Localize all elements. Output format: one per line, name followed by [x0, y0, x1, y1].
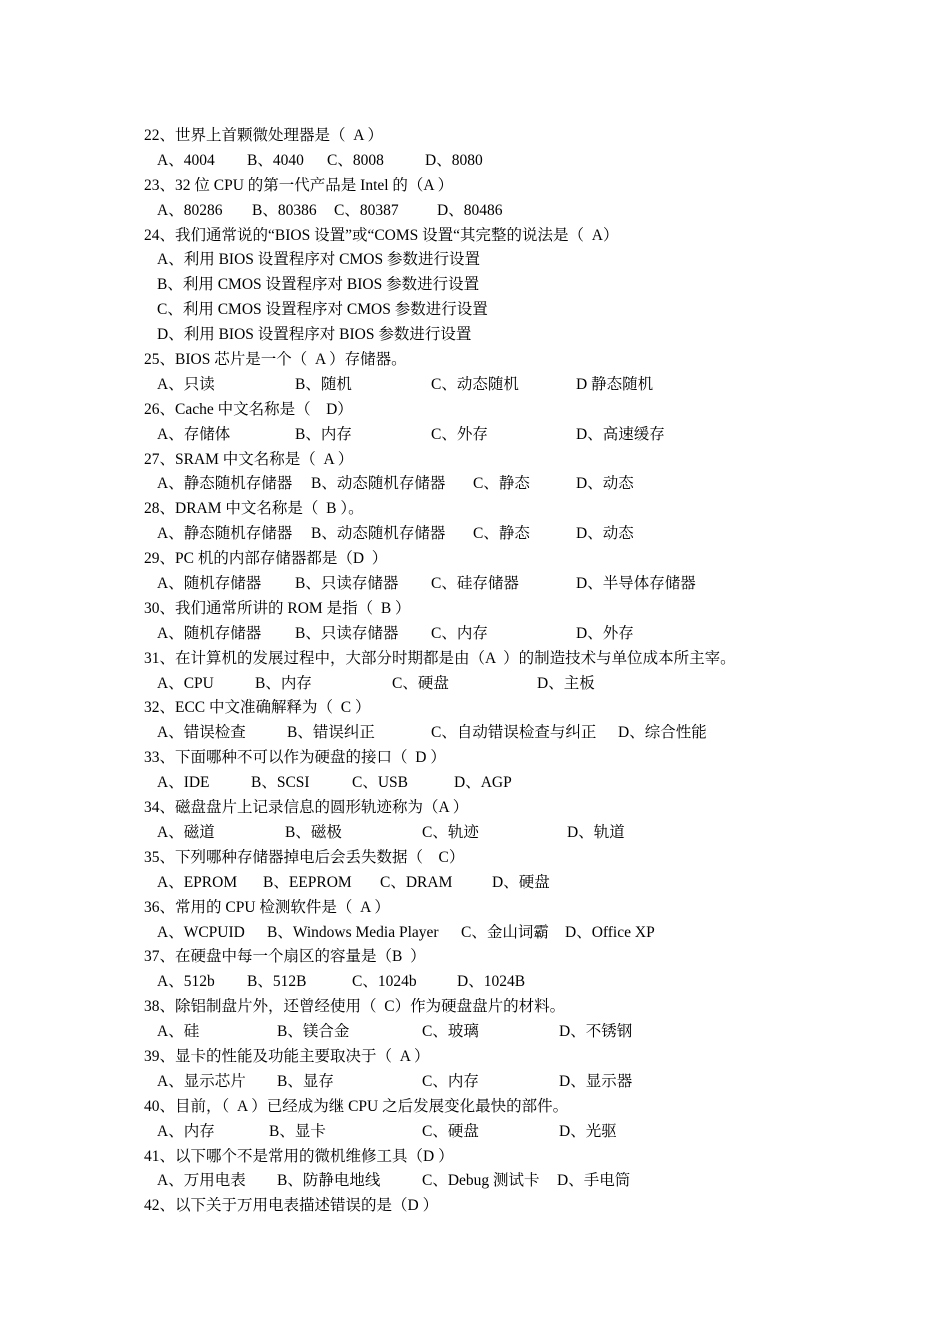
answer-option: C、80387 — [334, 201, 399, 219]
answer-option: C、USB — [352, 774, 408, 792]
answer-option: D、8080 — [425, 151, 483, 169]
option-row — [144, 199, 844, 224]
answer-option: B、显存 — [277, 1072, 334, 1090]
option-row — [144, 373, 844, 398]
answer-option: D 静态随机 — [576, 375, 654, 393]
answer-option: B、EEPROM — [263, 873, 352, 891]
answer-option: A、随机存储器 — [157, 575, 262, 593]
option-row — [144, 522, 844, 547]
question-text: 31、在计算机的发展过程中，大部分时期都是由（A ）的制造技术与单位成本所主宰。 — [144, 649, 736, 667]
answer-option: C、外存 — [431, 425, 488, 443]
answer-option: C、金山词霸 — [461, 923, 549, 941]
answer-option: B、4040 — [247, 151, 304, 169]
option-row — [144, 1169, 844, 1194]
answer-option: A、WCPUID — [157, 923, 245, 941]
answer-option: D、动态 — [576, 475, 634, 493]
answer-option: B、显卡 — [269, 1122, 326, 1140]
answer-option: B、80386 — [252, 201, 317, 219]
answer-option: A、硅 — [157, 1023, 200, 1041]
answer-option: A、随机存储器 — [157, 624, 262, 642]
answer-option: A、512b — [157, 973, 215, 991]
answer-option: A、4004 — [157, 151, 215, 169]
option-row — [144, 1120, 844, 1145]
question-text: 42、以下关于万用电表描述错误的是（D ） — [144, 1197, 439, 1215]
answer-option: D、不锈钢 — [559, 1023, 633, 1041]
answer-option: D、综合性能 — [618, 724, 707, 742]
answer-option: D、主板 — [537, 674, 595, 692]
option-row — [144, 672, 844, 697]
answer-option: B、防静电地线 — [277, 1172, 381, 1190]
option-row — [144, 821, 844, 846]
answer-option: A、显示芯片 — [157, 1072, 246, 1090]
option-row — [144, 149, 844, 174]
answer-option: B、镁合金 — [277, 1023, 350, 1041]
answer-option: A、EPROM — [157, 873, 238, 891]
answer-option: C、硅存储器 — [431, 575, 519, 593]
answer-option: C、轨迹 — [422, 823, 479, 841]
question-text: 23、32 位 CPU 的第一代产品是 Intel 的（A ） — [144, 176, 454, 194]
answer-option: B、只读存储器 — [295, 575, 399, 593]
question-text: 32、ECC 中文准确解释为（ C ） — [144, 699, 371, 717]
answer-option: A、磁道 — [157, 823, 215, 841]
option-row — [144, 871, 844, 896]
answer-option: D、半导体存储器 — [576, 575, 696, 593]
answer-option: B、动态随机存储器 — [311, 525, 446, 543]
answer-option: A、静态随机存储器 — [157, 475, 293, 493]
question-list — [144, 124, 844, 1219]
answer-option: D、轨道 — [567, 823, 625, 841]
answer-option: B、内存 — [295, 425, 352, 443]
answer-option: A、万用电表 — [157, 1172, 246, 1190]
answer-option: D、光驱 — [559, 1122, 617, 1140]
answer-option: A、IDE — [157, 774, 210, 792]
answer-option: D、Office XP — [565, 923, 655, 941]
question-text: 28、DRAM 中文名称是（ B ）。 — [144, 500, 364, 518]
answer-option: B、随机 — [295, 375, 352, 393]
answer-option: B、只读存储器 — [295, 624, 399, 642]
answer-option: D、AGP — [454, 774, 512, 792]
question-text: 39、显卡的性能及功能主要取决于（ A ） — [144, 1047, 430, 1065]
answer-option: C、静态 — [473, 525, 530, 543]
answer-option: B、错误纠正 — [287, 724, 375, 742]
answer-option: D、手电筒 — [557, 1172, 631, 1190]
answer-option: C、1024b — [352, 973, 417, 991]
option-row — [144, 1070, 844, 1095]
question-text: 38、除铝制盘片外，还曾经使用（ C）作为硬盘盘片的材料。 — [144, 998, 566, 1016]
answer-option: D、外存 — [576, 624, 634, 642]
answer-option: A、存储体 — [157, 425, 231, 443]
option-row — [144, 721, 844, 746]
answer-option: B、内存 — [255, 674, 312, 692]
answer-option: C、硬盘 — [392, 674, 449, 692]
option-row — [144, 423, 844, 448]
option-row — [144, 970, 844, 995]
option-row — [144, 921, 844, 946]
answer-option: C、自动错误检查与纠正 — [431, 724, 597, 742]
answer-option: C、静态 — [473, 475, 530, 493]
question-text: 35、下列哪种存储器掉电后会丢失数据（ C） — [144, 848, 465, 866]
answer-option: C、DRAM — [380, 873, 453, 891]
question-text: 24、我们通常说的“BIOS 设置”或“COMS 设置“其完整的说法是（ A） — [144, 226, 619, 244]
option-row — [144, 472, 844, 497]
option-row — [144, 572, 844, 597]
answer-option: B、SCSI — [251, 774, 310, 792]
answer-option: B、利用 CMOS 设置程序对 BIOS 参数进行设置 — [157, 276, 480, 294]
option-row — [144, 622, 844, 647]
question-text: 25、BIOS 芯片是一个（ A ）存储器。 — [144, 351, 407, 369]
answer-option: C、内存 — [422, 1072, 479, 1090]
answer-option: C、8008 — [327, 151, 384, 169]
answer-option: D、高速缓存 — [576, 425, 665, 443]
answer-option: B、磁极 — [285, 823, 342, 841]
answer-option: D、动态 — [576, 525, 634, 543]
answer-option: C、利用 CMOS 设置程序对 CMOS 参数进行设置 — [157, 301, 488, 319]
answer-option: B、Windows Media Player — [267, 923, 439, 941]
answer-option: C、Debug 测试卡 — [422, 1172, 540, 1190]
question-text: 40、目前，（ A ）已经成为继 CPU 之后发展变化最快的部件。 — [144, 1097, 569, 1115]
question-text: 37、在硬盘中每一个扇区的容量是（B ） — [144, 948, 426, 966]
answer-option: D、显示器 — [559, 1072, 633, 1090]
answer-option: D、80486 — [437, 201, 503, 219]
question-text: 22、世界上首颗微处理器是（ A ） — [144, 127, 383, 144]
question-text: 36、常用的 CPU 检测软件是（ A ） — [144, 898, 390, 916]
answer-option: A、只读 — [157, 375, 215, 393]
answer-option: A、80286 — [157, 201, 223, 219]
question-text: 27、SRAM 中文名称是（ A ） — [144, 450, 354, 468]
answer-option: C、玻璃 — [422, 1023, 479, 1041]
question-text: 34、磁盘盘片上记录信息的圆形轨迹称为（A ） — [144, 799, 469, 817]
answer-option: A、利用 BIOS 设置程序对 CMOS 参数进行设置 — [157, 251, 480, 269]
answer-option: D、利用 BIOS 设置程序对 BIOS 参数进行设置 — [157, 326, 472, 344]
question-text: 30、我们通常所讲的 ROM 是指（ B ） — [144, 599, 411, 617]
option-row — [144, 1020, 844, 1045]
answer-option: A、内存 — [157, 1122, 215, 1140]
question-text: 41、以下哪个不是常用的微机维修工具（D ） — [144, 1147, 454, 1165]
answer-option: C、硬盘 — [422, 1122, 479, 1140]
answer-option: A、CPU — [157, 674, 214, 692]
answer-option: B、动态随机存储器 — [311, 475, 446, 493]
answer-option: A、静态随机存储器 — [157, 525, 293, 543]
answer-option: C、内存 — [431, 624, 488, 642]
answer-option: B、512B — [247, 973, 307, 991]
question-text: 33、下面哪种不可以作为硬盘的接口（ D ） — [144, 749, 446, 767]
answer-option: D、硬盘 — [492, 873, 550, 891]
answer-option: D、1024B — [457, 973, 526, 991]
question-text: 29、PC 机的内部存储器都是（D ） — [144, 550, 388, 568]
answer-option: A、错误检查 — [157, 724, 246, 742]
option-row — [144, 771, 844, 796]
answer-option: C、动态随机 — [431, 375, 519, 393]
question-text: 26、Cache 中文名称是（ D） — [144, 400, 353, 418]
